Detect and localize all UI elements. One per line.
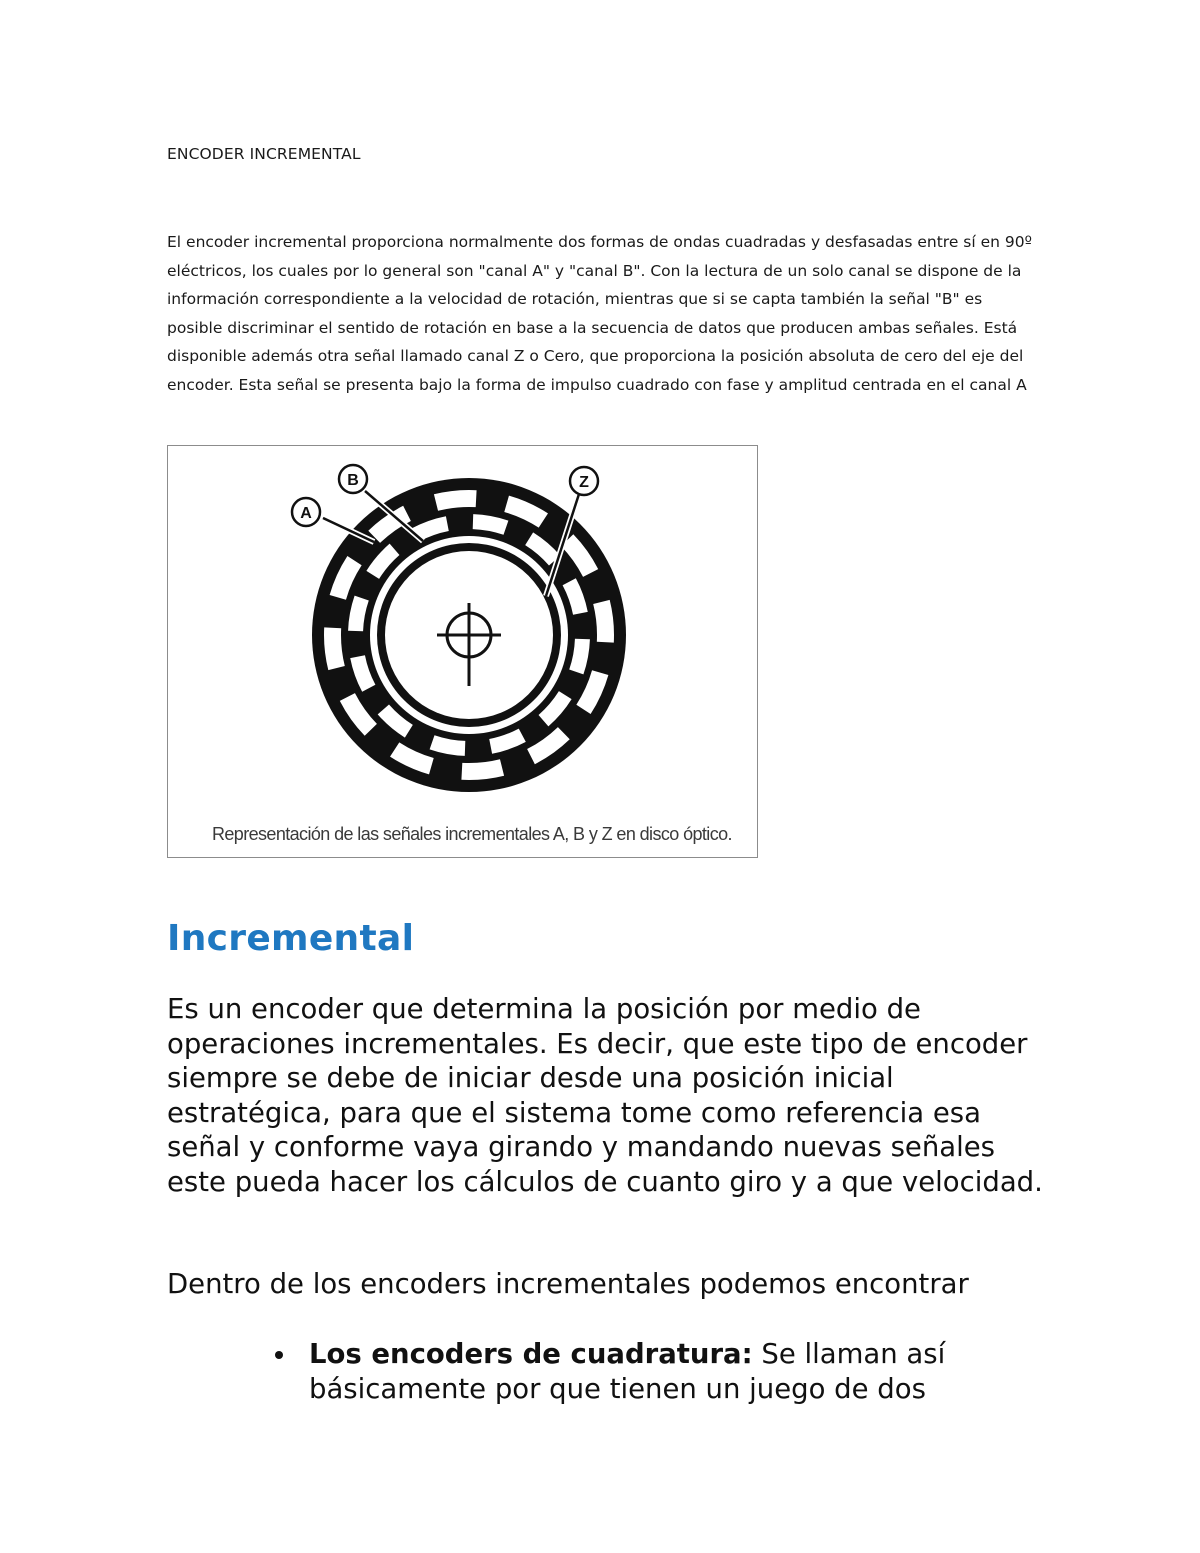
bullet-icon: [275, 1351, 283, 1359]
section-paragraph-2: Dentro de los encoders incrementales podemos encontrar: [167, 1268, 969, 1300]
document-title: ENCODER INCREMENTAL: [167, 145, 361, 163]
list-item: [309, 1337, 1029, 1406]
encoder-types-list: [309, 1337, 1029, 1406]
label-b: B: [347, 472, 359, 489]
bullet-text: Se llaman así básicamente por que tienen un juego de dos: [309, 1338, 946, 1405]
figure-caption: Representación de las señales incrementales A, B y Z en disco óptico.: [212, 824, 732, 844]
intro-paragraph: El encoder incremental proporciona normalmente dos formas de ondas cuadradas y desfasadas entre sí en 90º eléctricos, los cuales por lo general son "canal A" y "canal B". Con la lectura de un solo canal se dispone de la información correspondiente a la velocidad de rotación, mientras que si se capta también la señal "B" es posible discriminar el sentido de rotación en base a la secuencia de datos que producen ambas señales. Está disponible además otra señal llamado canal Z o Cero, que proporciona la posición absoluta de cero del eje del encoder. Esta señal se presenta bajo la forma de impulso cuadrado con fase y amplitud centrada en el canal A: [167, 233, 1032, 394]
section-paragraph: Es un encoder que determina la posición por medio de operaciones incrementales. Es decir, que este tipo de encoder siempre se debe de iniciar desde una posición inicial estratégica, para que el sistema tome como referencia esa señal y conforme vaya girando y mandando nuevas señales este pueda hacer los cálculos de cuanto giro y a que velocidad.: [167, 993, 1043, 1198]
label-z: Z: [579, 474, 589, 491]
callout-a: [292, 498, 374, 542]
section-heading: Incremental: [167, 918, 415, 959]
bullet-term: Los encoders de cuadratura:: [309, 1338, 753, 1370]
encoder-disc-figure: [167, 445, 758, 858]
encoder-disc-illustration: [168, 446, 759, 859]
label-a: A: [300, 505, 312, 522]
